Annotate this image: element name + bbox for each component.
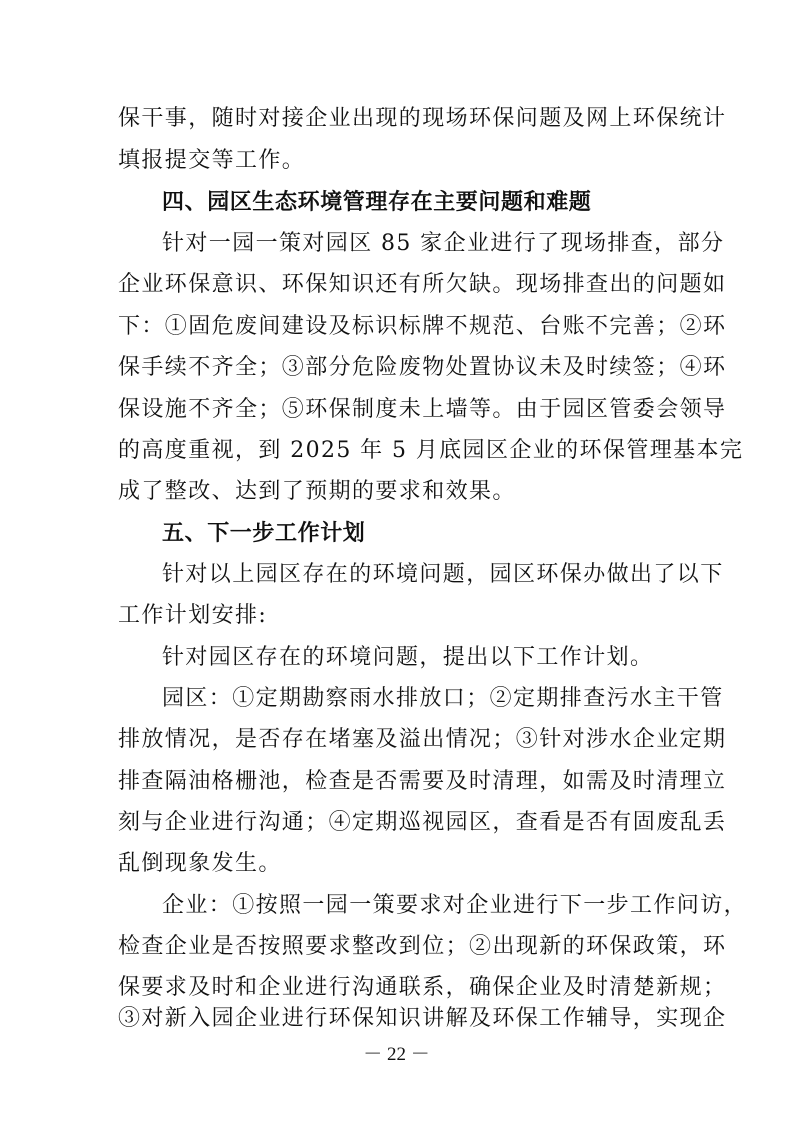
paragraph-line: 保干事，随时对接企业出现的现场环保问题及网上环保统计 — [118, 106, 727, 131]
paragraph-line: 保要求及时和企业进行沟通联系，确保企业及时清楚新规； — [118, 975, 727, 1000]
paragraph-line: 检查企业是否按照要求整改到位；②出现新的环保政策，环 — [118, 934, 727, 959]
paragraph-line: 针对园区存在的环境问题，提出以下工作计划。 — [162, 645, 654, 670]
paragraph-line: 的高度重视，到 2025 年 5 月底园区企业的环保管理基本完 — [118, 438, 744, 463]
paragraph-line: 排放情况，是否存在堵塞及溢出情况；③针对涉水企业定期 — [118, 727, 727, 752]
section-heading-4: 四、园区生态环境管理存在主要问题和难题 — [162, 190, 592, 215]
paragraph-line: 排查隔油格栅池，检查是否需要及时清理，如需及时清理立 — [118, 769, 727, 794]
paragraph-line: 下：①固危废间建设及标识标牌不规范、台账不完善；②环 — [118, 314, 727, 339]
page-number: － 22 － — [363, 1044, 430, 1065]
paragraph-line: 针对以上园区存在的环境问题，园区环保办做出了以下 — [162, 562, 724, 587]
paragraph-line: 园区：①定期勘察雨水排放口；②定期排查污水主干管 — [162, 686, 724, 711]
paragraph-line: 企业环保意识、环保知识还有所欠缺。现场排查出的问题如 — [118, 272, 727, 297]
paragraph-line: 填报提交等工作。 — [118, 148, 306, 173]
paragraph-line: 企业：①按照一园一策要求对企业进行下一步工作问访， — [162, 893, 748, 918]
paragraph-line: 刻与企业进行沟通；④定期巡视园区，查看是否有固废乱丢 — [118, 810, 727, 835]
paragraph-line: 保设施不齐全；⑤环保制度未上墙等。由于园区管委会领导 — [118, 397, 727, 422]
paragraph-line: ③对新入园企业进行环保知识讲解及环保工作辅导，实现企 — [118, 1006, 727, 1031]
paragraph-line: 工作计划安排: — [118, 603, 268, 628]
paragraph-line: 乱倒现象发生。 — [118, 851, 282, 876]
paragraph-line: 针对一园一策对园区 85 家企业进行了现场排查，部分 — [162, 231, 725, 256]
section-heading-5: 五、下一步工作计划 — [162, 521, 366, 546]
paragraph-line: 成了整改、达到了预期的要求和效果。 — [118, 479, 516, 504]
paragraph-line: 保手续不齐全；③部分危险废物处置协议未及时续签；④环 — [118, 355, 727, 380]
